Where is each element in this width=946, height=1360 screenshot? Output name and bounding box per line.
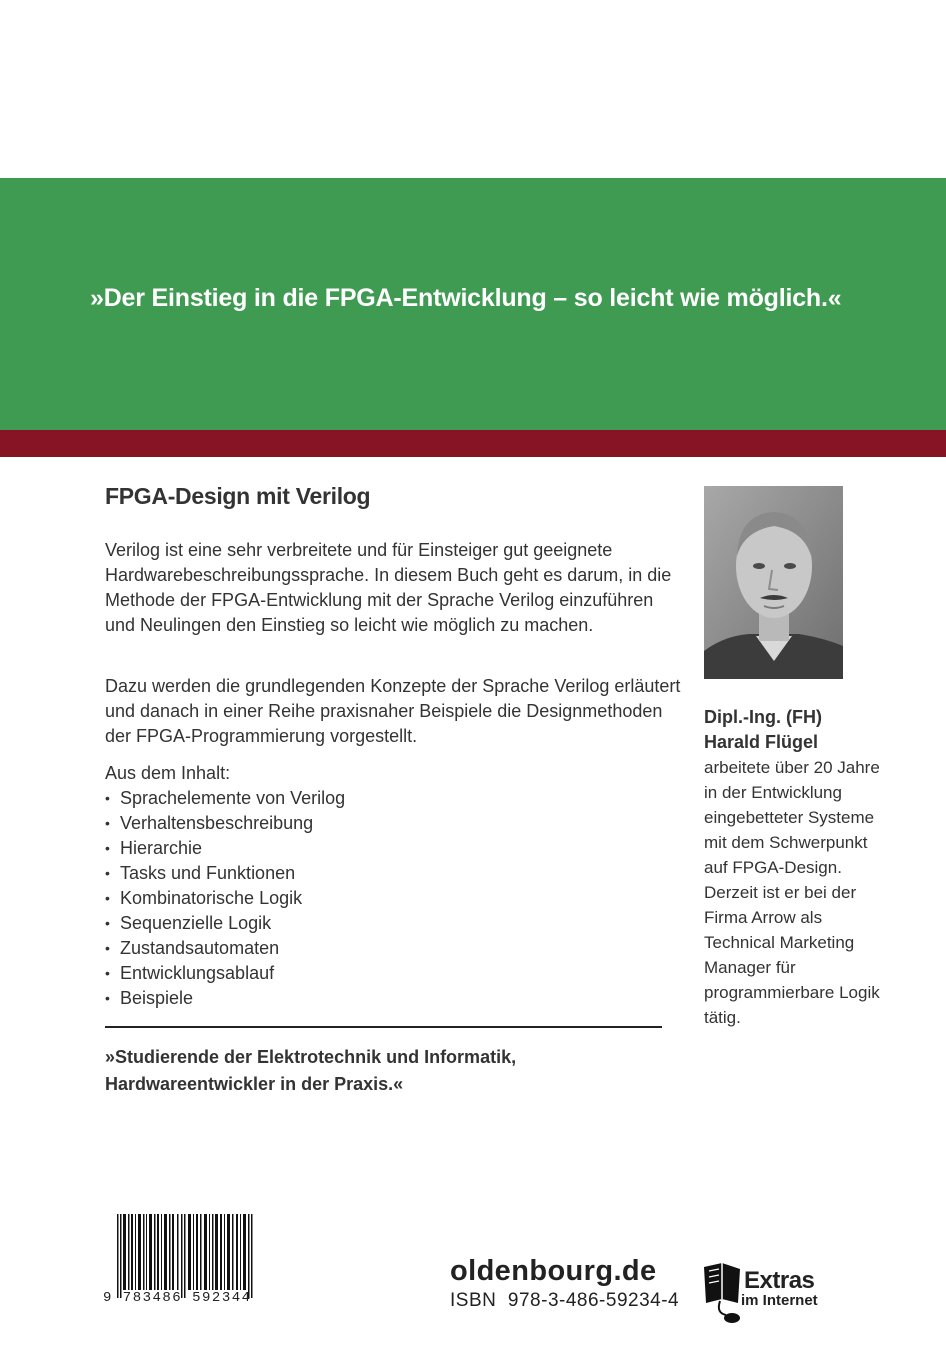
list-item: • Hierarchie (105, 836, 345, 861)
audience-statement: »Studierende der Elektrotechnik und Informatik, Hardwareentwickler in der Praxis.« (105, 1047, 517, 1094)
extras-subtitle: im Internet (741, 1292, 818, 1309)
isbn-number: 978-3-486-59234-4 (507, 1290, 680, 1311)
list-item: • Tasks und Funktionen (105, 861, 345, 886)
list-item: • Entwicklungsablauf (105, 961, 345, 986)
author-photo (704, 486, 843, 679)
list-item: • Beispiele (105, 986, 345, 1011)
contents-label: Aus dem Inhalt: (105, 763, 231, 783)
author-title: Dipl.-Ing. (FH) (704, 707, 822, 727)
extras-title: Extras (744, 1267, 815, 1294)
author-name: Harald Flügel (704, 732, 819, 752)
publisher-website: oldenbourg.de (450, 1255, 657, 1287)
contents-list (105, 786, 345, 1011)
list-item: • Kombinatorische Logik (105, 886, 345, 911)
section-divider (105, 1026, 662, 1028)
author-heading (704, 705, 822, 755)
author-portrait-icon (704, 486, 843, 679)
isbn (450, 1290, 679, 1312)
list-item: • Sprachelemente von Verilog (105, 786, 345, 811)
barcode-digits: 9 783486 592344 (103, 1290, 252, 1306)
tagline: »Der Einstieg in die FPGA-Entwicklung – so leicht wie möglich.« (90, 284, 842, 312)
barcode (117, 1214, 255, 1298)
book-title: FPGA-Design mit Verilog (105, 483, 371, 509)
author-bio: arbeitete über 20 Jahre in der Entwicklung eingebetteter Systeme mit dem Schwerpunkt auf FPGA-Design. Derzeit ist er bei der Firma Arrow als Technical Marketing Manager für programmierbare Logik tätig. (704, 758, 880, 1027)
list-item: • Sequenzielle Logik (105, 911, 345, 936)
description-paragraph: Dazu werden die grundlegenden Konzepte der Sprache Verilog erläutert und danach in einer Reihe praxisnaher Beispiele die Designmethoden der FPGA-Programmierung vorgestellt. (105, 676, 681, 746)
isbn-label: ISBN (450, 1290, 497, 1311)
red-stripe (0, 430, 946, 457)
description-paragraph: Verilog ist eine sehr verbreitete und für Einsteiger gut geeignete Hardwarebeschreibungssprache. In diesem Buch geht es darum, in die Methode der FPGA-Entwicklung mit der Sprache Verilog einzuführen und Neulingen den Einstieg so leicht wie möglich zu machen. (105, 540, 672, 635)
list-item: • Zustandsautomaten (105, 936, 345, 961)
list-item: • Verhaltensbeschreibung (105, 811, 345, 836)
